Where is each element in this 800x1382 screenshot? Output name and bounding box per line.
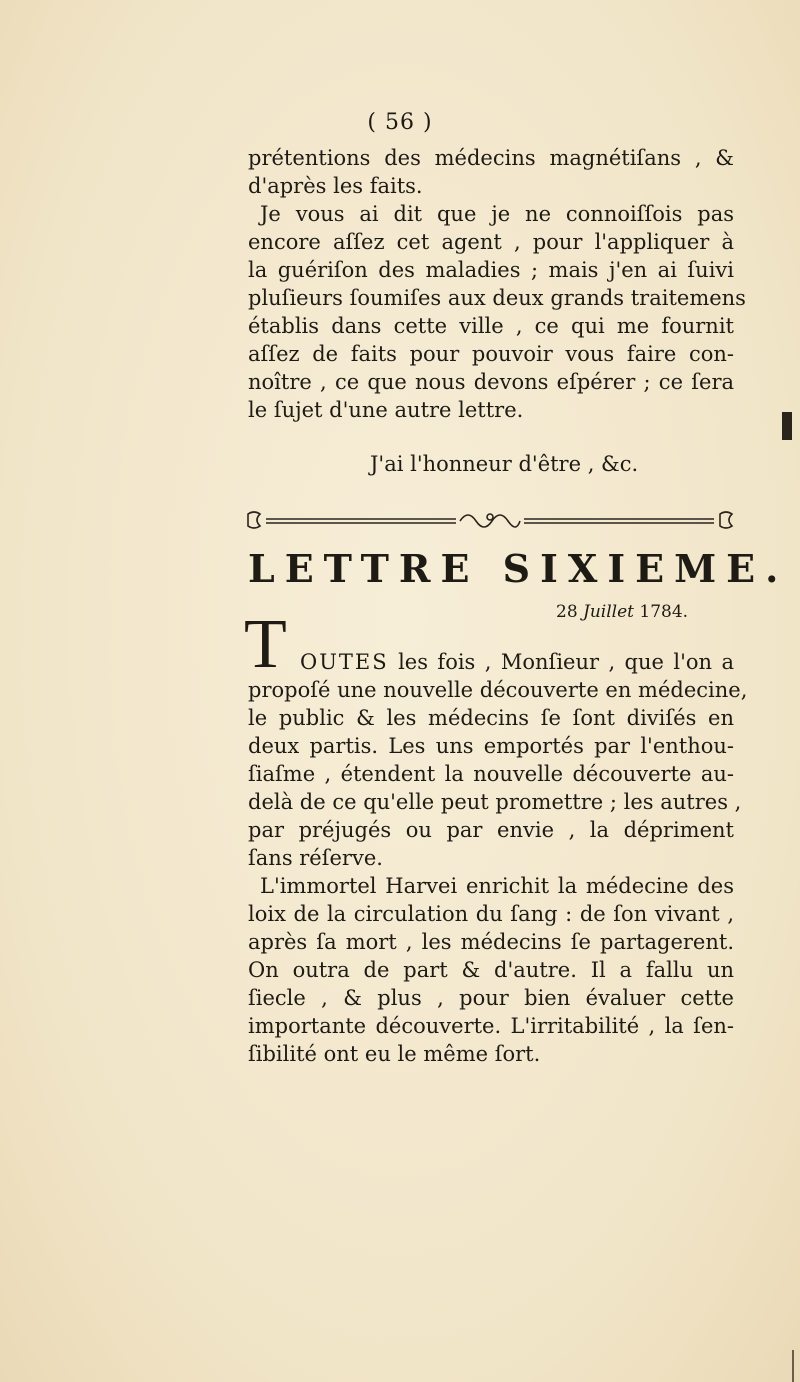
- text-line: ſiaſme , étendent la nouvelle découverte au-: [248, 762, 734, 786]
- text-line: le ſujet d'une autre lettre.: [248, 398, 524, 422]
- text-line: ſiecle , & plus , pour bien évaluer cette: [248, 986, 734, 1010]
- text-line: noître , ce que nous devons eſpérer ; ce ſera: [248, 370, 734, 394]
- text-line: ſans réſerve.: [248, 846, 383, 870]
- text-line: la guériſon des maladies ; mais j'en ai ſuivi: [248, 258, 734, 282]
- text-line: après ſa mort , les médecins ſe partagerent.: [248, 930, 734, 954]
- text-line: delà de ce qu'elle peut promettre ; les autres ,: [248, 790, 742, 814]
- date-year: 1784.: [639, 602, 689, 622]
- page-number: ( 56 ): [367, 110, 433, 135]
- text-line: importante découverte. L'irritabilité , la ſen-: [248, 1014, 734, 1038]
- page-edge-line: [792, 1350, 794, 1382]
- text-line: ſibilité ont eu le même ſort.: [248, 1042, 541, 1066]
- text-line: Je vous ai dit que je ne connoiſſois pas: [260, 202, 734, 226]
- text-line: On outra de part & d'autre. Il a fallu un: [248, 958, 734, 982]
- paragraph-fourth: [248, 872, 734, 1068]
- first-line-rest: les fois , Monſieur , que l'on a: [398, 650, 734, 674]
- text-line: prétentions des médecins magnétiſans , &: [248, 146, 734, 170]
- closing-salutation: J'ai l'honneur d'être , &c.: [370, 452, 639, 476]
- text-line: encore aſſez cet agent , pour l'appliquer à: [248, 230, 734, 254]
- text-line: pluſieurs ſoumiſes aux deux grands traitemens: [248, 286, 746, 310]
- text-line: deux partis. Les uns emportés par l'enthou-: [248, 734, 734, 758]
- text-line: le public & les médecins ſe ſont diviſés en: [248, 706, 734, 730]
- text-line: L'immortel Harvei enrichit la médecine des: [260, 874, 734, 898]
- paragraph-top: [248, 144, 734, 200]
- text-line: aſſez de faits pour pouvoir vous faire con-: [248, 342, 734, 366]
- first-word: OUTES: [300, 650, 389, 674]
- text-line: loix de la circulation du ſang : de ſon vivant ,: [248, 902, 734, 926]
- paragraph-second: [248, 200, 746, 424]
- text-line: propoſé une nouvelle découverte en médecine,: [248, 678, 748, 702]
- text-line: par préjugés ou par envie , la dépriment: [248, 818, 734, 842]
- ornament-divider-icon: [244, 508, 736, 534]
- text-line: d'après les faits.: [248, 174, 423, 198]
- date-month: Juillet: [583, 602, 635, 622]
- page-edge-mark: [782, 412, 792, 440]
- drop-cap: T: [244, 606, 287, 683]
- letter-heading: LETTRE SIXIEME.: [248, 546, 789, 591]
- date-day: 28: [556, 602, 578, 622]
- text-line: établis dans cette ville , ce qui me fournit: [248, 314, 734, 338]
- letter-date: [556, 602, 688, 622]
- text-line: [248, 648, 734, 676]
- paragraph-third: [248, 648, 748, 872]
